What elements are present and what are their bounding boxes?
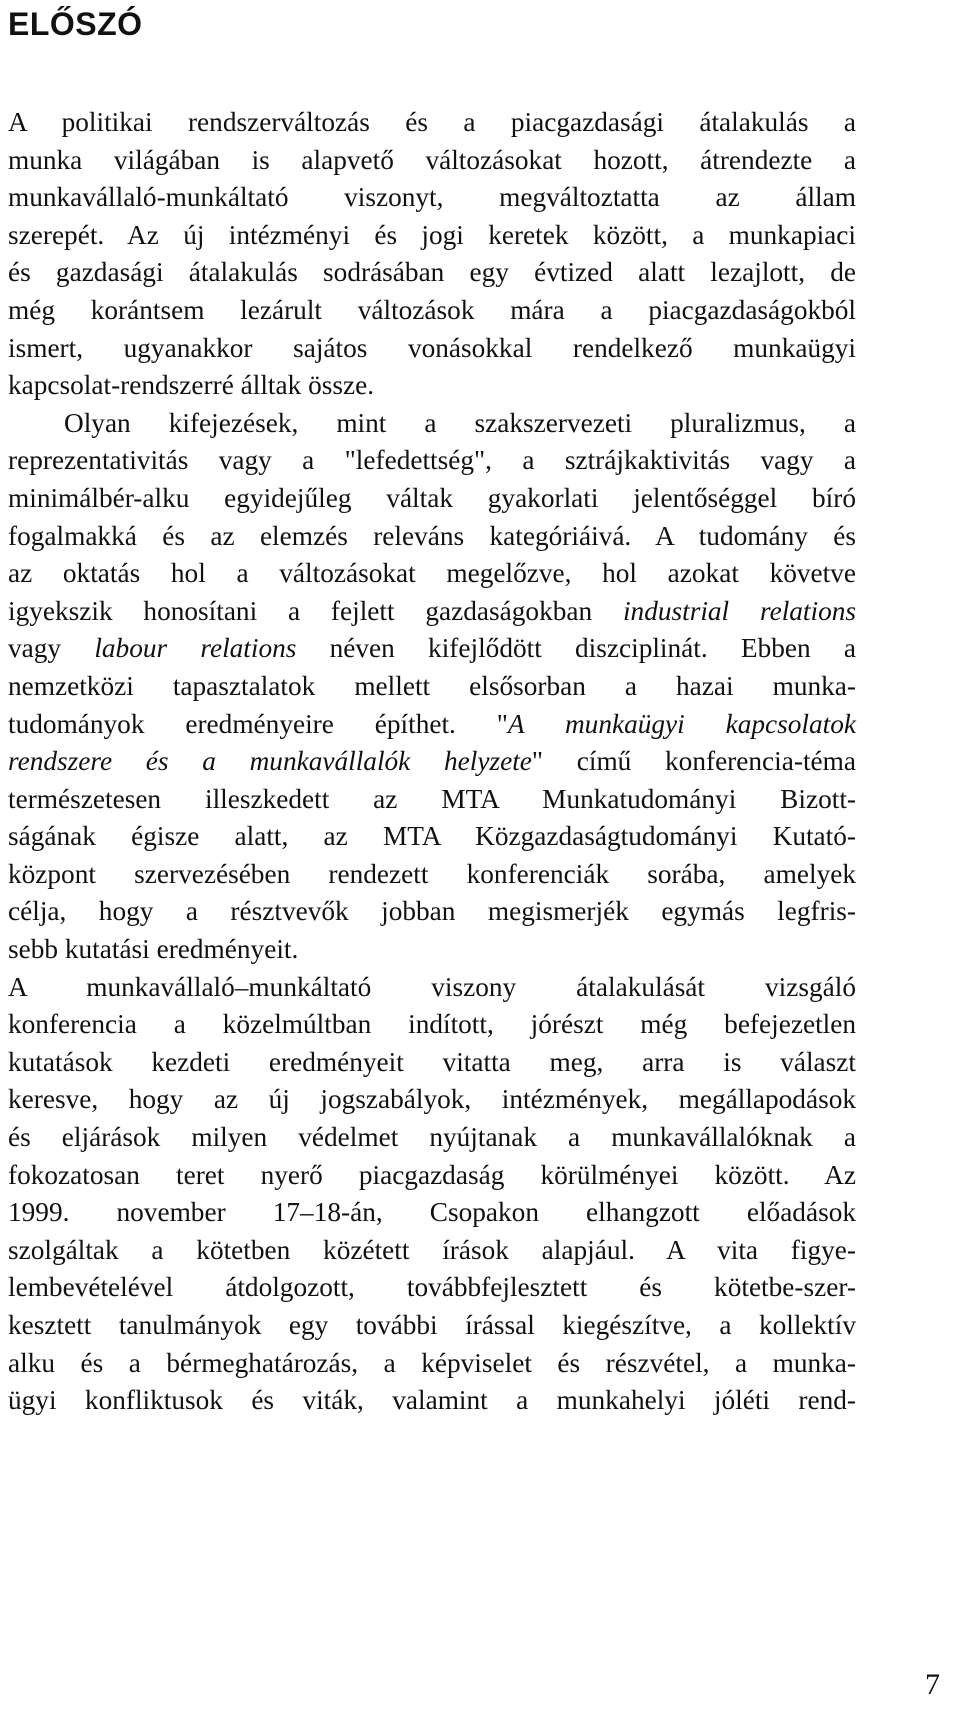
- text-segment: ismert, ugyanakkor sajátos vonásokkal rendelkező munkaügyi: [8, 332, 856, 363]
- italic-text: A munkaügyi kapcsolatok: [507, 708, 856, 739]
- page-title: ELŐSZÓ: [8, 6, 143, 42]
- text-line: [8, 292, 856, 330]
- text-line: [8, 104, 856, 142]
- text-line: [8, 818, 856, 856]
- text-segment: Olyan kifejezések, mint a szakszervezeti pluralizmus, a: [64, 407, 856, 438]
- text-segment: természetesen illeszkedett az MTA Munkatudományi Bizott-: [8, 783, 856, 814]
- foreword-body: [8, 104, 856, 1420]
- text-line: [8, 367, 856, 405]
- text-line: [8, 969, 856, 1007]
- italic-text: rendszere és a munkavállalók helyzete: [8, 746, 532, 777]
- text-segment: kutatások kezdeti eredményeit vitatta meg, arra is választ: [8, 1046, 856, 1077]
- text-line: [8, 856, 856, 894]
- italic-text: industrial relations: [622, 595, 857, 626]
- text-line: [8, 630, 856, 668]
- text-segment: reprezentativitás vagy a "lefedettség", a sztrájkaktivitás vagy a: [8, 445, 856, 476]
- text-segment: az oktatás hol a változásokat megelőzve, hol azokat követve: [8, 558, 856, 589]
- text-segment: keresve, hogy az új jogszabályok, intézmények, megállapodások: [8, 1084, 856, 1115]
- text-segment: ügyi konfliktusok és viták, valamint a munkahelyi jóléti rend-: [8, 1385, 856, 1416]
- text-segment: A munkavállaló–munkáltató viszony átalakulását vizsgáló: [8, 971, 856, 1002]
- text-line: [8, 1119, 856, 1157]
- text-segment: munka világában is alapvető változásokat hozott, átrendezte a: [8, 144, 856, 175]
- text-segment: néven kifejlődött diszciplinát. Ebben a: [296, 633, 857, 664]
- text-segment: tudományok eredményeire építhet. ": [8, 708, 508, 739]
- text-segment: központ szervezésében rendezett konferenciák sorába, amelyek: [8, 858, 856, 889]
- text-line: [8, 1194, 856, 1232]
- text-line: [8, 893, 856, 931]
- text-line: [8, 480, 856, 518]
- text-line: [8, 1382, 856, 1420]
- text-segment: alku és a bérmeghatározás, a képviselet és részvétel, a munka-: [8, 1347, 856, 1378]
- text-line: [8, 142, 856, 180]
- text-segment: ságának égisze alatt, az MTA Közgazdaságtudományi Kutató-: [8, 821, 856, 852]
- text-segment: sebb kutatási eredményeit.: [8, 934, 299, 965]
- text-segment: A politikai rendszerváltozás és a piacgazdasági átalakulás a: [8, 107, 856, 137]
- text-line: [8, 442, 856, 480]
- text-segment: igyekszik honosítani a fejlett gazdaságokban: [8, 595, 623, 626]
- text-line: [8, 405, 856, 443]
- text-segment: lembevételével átdolgozott, továbbfejlesztett és kötetbe-szer-: [8, 1272, 856, 1303]
- text-line: [8, 1345, 856, 1383]
- text-line: [8, 743, 856, 781]
- text-line: [8, 668, 856, 706]
- text-segment: kesztett tanulmányok egy további írással kiegészítve, a kollektív: [8, 1310, 856, 1340]
- text-line: [8, 706, 856, 744]
- text-line: [8, 179, 856, 217]
- italic-text: labour relations: [94, 633, 297, 664]
- text-line: [8, 593, 856, 631]
- text-segment: vagy: [8, 633, 95, 664]
- text-line: [8, 254, 856, 292]
- text-segment: kapcsolat-rendszerré álltak össze.: [8, 370, 375, 401]
- text-line: [8, 1006, 856, 1044]
- text-segment: még korántsem lezárult változások mára a piacgazdaságokból: [8, 294, 856, 325]
- text-line: [8, 1044, 856, 1082]
- text-line: [8, 330, 856, 368]
- text-segment: nemzetközi tapasztalatok mellett elsősorban a hazai munka-: [8, 670, 856, 701]
- text-line: [8, 1081, 856, 1119]
- text-line: [8, 518, 856, 556]
- text-segment: konferencia a közelmúltban indított, jórészt még befejezetlen: [8, 1009, 856, 1040]
- text-line: [8, 1232, 856, 1270]
- text-line: [8, 1157, 856, 1195]
- text-segment: 1999. november 17–18-án, Csopakon elhangzott előadások: [8, 1197, 856, 1228]
- text-segment: célja, hogy a résztvevők jobban megismerjék egymás legfris-: [8, 896, 856, 927]
- page-number: 7: [925, 1668, 940, 1701]
- text-line: [8, 217, 856, 255]
- text-segment: munkavállaló-munkáltató viszonyt, megváltoztatta az állam: [8, 182, 856, 213]
- text-line: [8, 1307, 856, 1345]
- text-line: [8, 1269, 856, 1307]
- text-line: [8, 931, 856, 969]
- text-segment: fokozatosan teret nyerő piacgazdaság körülményei között. Az: [8, 1159, 856, 1190]
- text-segment: szolgáltak a kötetben közétett írások alapjául. A vita figye-: [8, 1234, 856, 1265]
- text-segment: szerepét. Az új intézményi és jogi keretek között, a munkapiaci: [8, 219, 856, 250]
- text-segment: minimálbér-alku egyidejűleg váltak gyakorlati jelentőséggel bíró: [8, 482, 856, 513]
- text-line: [8, 555, 856, 593]
- text-segment: és eljárások milyen védelmet nyújtanak a munkavállalóknak a: [8, 1122, 856, 1153]
- text-segment: " című konferencia-téma: [531, 746, 856, 777]
- text-line: [8, 781, 856, 819]
- text-segment: fogalmakká és az elemzés releváns kategóriáivá. A tudomány és: [8, 520, 856, 551]
- text-segment: és gazdasági átalakulás sodrásában egy évtized alatt lezajlott, de: [8, 257, 856, 288]
